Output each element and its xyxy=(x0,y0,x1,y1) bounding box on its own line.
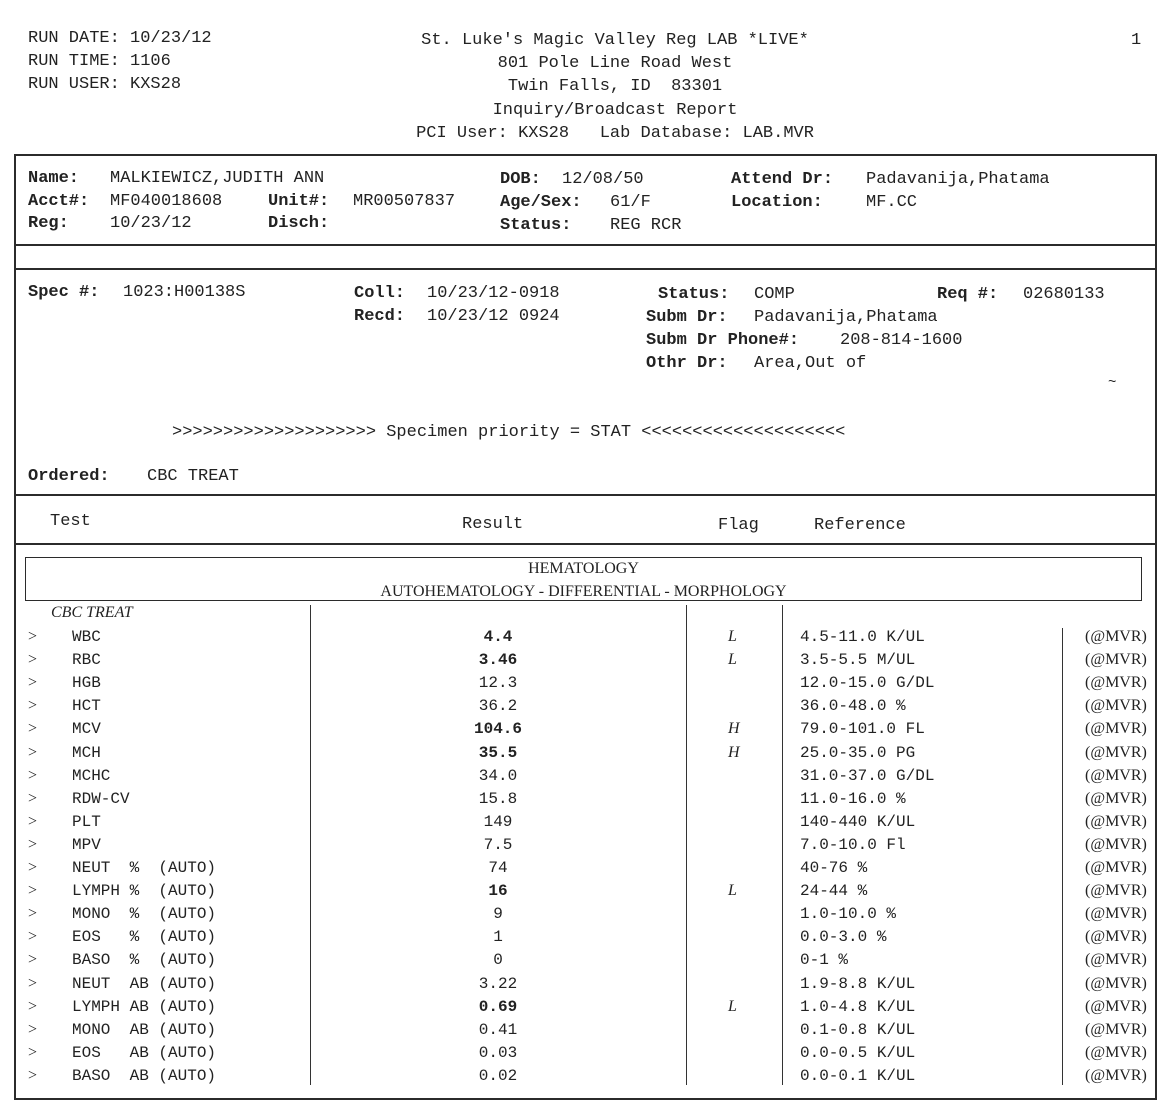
location-label: Location: xyxy=(731,193,823,212)
flag-value: L xyxy=(728,997,737,1015)
result-value: 3.22 xyxy=(478,974,518,993)
site-code: (@MVR) xyxy=(1085,674,1147,692)
name-label: Name: xyxy=(28,169,80,188)
result-value: 149 xyxy=(483,812,513,831)
test-name: NEUT % (AUTO) xyxy=(72,859,217,877)
reg-label: Reg: xyxy=(28,214,69,233)
row-marker: > xyxy=(28,628,38,645)
run-user: RUN USER: KXS28 xyxy=(28,75,182,94)
result-value: 1 xyxy=(493,928,503,947)
table-row xyxy=(0,998,1171,1021)
result-value: 7.5 xyxy=(483,835,513,854)
subm-doctor: Padavanija,Phatama xyxy=(754,308,938,327)
table-row xyxy=(0,951,1171,974)
table-row xyxy=(0,1021,1171,1044)
result-value: 104.6 xyxy=(473,720,522,739)
reference-range: 24-44 % xyxy=(800,882,868,901)
reference-range: 79.0-101.0 FL xyxy=(800,720,925,739)
col-result: Result xyxy=(462,515,524,534)
reference-range: 25.0-35.0 PG xyxy=(800,743,916,762)
result-value: 0.03 xyxy=(478,1043,518,1062)
row-marker: > xyxy=(28,1020,38,1038)
row-marker: > xyxy=(28,766,38,784)
table-row xyxy=(0,651,1171,674)
test-name: LYMPH AB (AUTO) xyxy=(72,997,217,1016)
agesex-value: 61/F xyxy=(610,193,651,212)
acct-number: MF040018608 xyxy=(110,192,223,211)
attend-label: Attend Dr: xyxy=(731,170,834,189)
spec-status-label: Status: xyxy=(658,285,730,304)
pci-user-line: PCI User: KXS28 Lab Database: LAB.MVR xyxy=(416,124,814,143)
site-code: (@MVR) xyxy=(1085,882,1147,900)
site-code: (@MVR) xyxy=(1085,628,1147,645)
result-value: 16 xyxy=(488,882,508,901)
table-row xyxy=(0,928,1171,951)
site-code: (@MVR) xyxy=(1085,766,1147,784)
table-row xyxy=(0,1044,1171,1067)
test-name: EOS % (AUTO) xyxy=(72,928,217,947)
othr-label: Othr Dr: xyxy=(646,354,728,373)
site-code: (@MVR) xyxy=(1085,928,1147,946)
result-value: 35.5 xyxy=(478,743,518,762)
table-row xyxy=(0,674,1171,697)
test-name: BASO AB (AUTO) xyxy=(72,1066,217,1085)
reference-range: 140-440 K/UL xyxy=(800,812,916,831)
test-name: EOS AB (AUTO) xyxy=(72,1043,217,1062)
row-marker: > xyxy=(28,812,38,830)
unit-number: MR00507837 xyxy=(353,192,456,211)
flag-value: H xyxy=(728,720,740,738)
site-code: (@MVR) xyxy=(1085,651,1147,669)
coll-label: Coll: xyxy=(354,284,406,303)
table-row xyxy=(0,744,1171,767)
site-code: (@MVR) xyxy=(1085,812,1147,830)
site-code: (@MVR) xyxy=(1085,997,1147,1015)
result-value: 0.69 xyxy=(478,997,518,1016)
test-name: HGB xyxy=(72,674,101,693)
disch-label: Disch: xyxy=(268,214,330,233)
dob-label: DOB: xyxy=(500,170,541,189)
site-code: (@MVR) xyxy=(1085,743,1147,761)
recd-label: Recd: xyxy=(354,307,406,326)
test-name: MCH xyxy=(72,743,101,762)
row-marker: > xyxy=(28,997,38,1015)
reference-range: 0.0-3.0 % xyxy=(800,928,887,947)
result-value: 0.41 xyxy=(478,1020,518,1039)
table-row xyxy=(0,790,1171,813)
flag-value: L xyxy=(728,628,737,645)
test-name: HCT xyxy=(72,697,101,716)
result-value: 15.8 xyxy=(478,789,518,808)
site-code: (@MVR) xyxy=(1085,789,1147,807)
reference-range: 0-1 % xyxy=(800,951,849,970)
test-name: MONO AB (AUTO) xyxy=(72,1020,217,1039)
reference-range: 0.1-0.8 K/UL xyxy=(800,1020,916,1039)
patient-name: MALKIEWICZ,JUDITH ANN xyxy=(110,169,325,188)
table-row xyxy=(0,905,1171,928)
reg-date: 10/23/12 xyxy=(110,214,192,233)
site-code: (@MVR) xyxy=(1085,1043,1147,1061)
run-time: RUN TIME: 1106 xyxy=(28,52,171,71)
table-row xyxy=(0,836,1171,859)
patient-status-label: Status: xyxy=(500,216,572,235)
divider xyxy=(14,494,1157,496)
table-row xyxy=(0,628,1171,651)
result-value: 34.0 xyxy=(478,766,518,785)
result-value: 4.4 xyxy=(483,628,513,646)
row-marker: > xyxy=(28,882,38,900)
lab-name: St. Luke's Magic Valley Reg LAB *LIVE* xyxy=(421,31,809,50)
req-label: Req #: xyxy=(937,285,999,304)
site-code: (@MVR) xyxy=(1085,697,1147,715)
reference-range: 1.9-8.8 K/UL xyxy=(800,974,916,993)
row-marker: > xyxy=(28,743,38,761)
run-date: RUN DATE: 10/23/12 xyxy=(28,29,212,48)
row-marker: > xyxy=(28,1066,38,1084)
row-marker: > xyxy=(28,835,38,853)
table-row xyxy=(0,859,1171,882)
result-value: 9 xyxy=(493,905,503,924)
test-name: RDW-CV xyxy=(72,789,130,808)
coll-value: 10/23/12-0918 xyxy=(427,284,560,303)
spec-number: 1023:H00138S xyxy=(123,283,246,302)
location-value: MF.CC xyxy=(866,193,918,212)
row-marker: > xyxy=(28,1043,38,1061)
site-code: (@MVR) xyxy=(1085,859,1147,876)
tilde-mark: ~ xyxy=(1108,375,1117,391)
row-marker: > xyxy=(28,651,38,669)
divider xyxy=(14,543,1157,545)
phone-value: 208-814-1600 xyxy=(840,331,963,350)
row-marker: > xyxy=(28,928,38,946)
dob-value: 12/08/50 xyxy=(562,170,644,189)
test-name: LYMPH % (AUTO) xyxy=(72,882,217,901)
reference-range: 3.5-5.5 M/UL xyxy=(800,651,916,670)
test-name: MPV xyxy=(72,835,101,854)
flag-value: H xyxy=(728,743,740,761)
group-label: CBC TREAT xyxy=(51,604,133,621)
reference-range: 31.0-37.0 G/DL xyxy=(800,766,935,785)
reference-range: 40-76 % xyxy=(800,859,868,877)
ordered-value: CBC TREAT xyxy=(147,467,239,486)
table-row xyxy=(0,882,1171,905)
lab-address: 801 Pole Line Road West xyxy=(497,54,733,73)
row-marker: > xyxy=(28,951,38,969)
table-row xyxy=(0,1067,1171,1090)
reference-range: 0.0-0.5 K/UL xyxy=(800,1043,916,1062)
result-value: 74 xyxy=(488,859,508,877)
test-name: NEUT AB (AUTO) xyxy=(72,974,217,993)
unit-label: Unit#: xyxy=(268,192,330,211)
ordered-label: Ordered: xyxy=(28,467,110,486)
section-subtitle: AUTOHEMATOLOGY - DIFFERENTIAL - MORPHOLOGY xyxy=(380,583,787,600)
site-code: (@MVR) xyxy=(1085,974,1147,992)
reference-range: 36.0-48.0 % xyxy=(800,697,906,716)
row-marker: > xyxy=(28,859,38,876)
attend-doctor: Padavanija,Phatama xyxy=(866,170,1050,189)
row-marker: > xyxy=(28,789,38,807)
reference-range: 12.0-15.0 G/DL xyxy=(800,674,935,693)
table-row xyxy=(0,767,1171,790)
test-name: BASO % (AUTO) xyxy=(72,951,217,970)
row-marker: > xyxy=(28,974,38,992)
test-name: MCHC xyxy=(72,766,111,785)
test-name: WBC xyxy=(72,628,101,646)
row-marker: > xyxy=(28,720,38,738)
divider xyxy=(14,244,1157,246)
site-code: (@MVR) xyxy=(1085,951,1147,969)
reference-range: 4.5-11.0 K/UL xyxy=(800,628,925,646)
test-name: RBC xyxy=(72,651,101,670)
reference-range: 1.0-4.8 K/UL xyxy=(800,997,916,1016)
req-number: 02680133 xyxy=(1023,285,1105,304)
reference-range: 1.0-10.0 % xyxy=(800,905,897,924)
section-title: HEMATOLOGY xyxy=(528,560,639,577)
site-code: (@MVR) xyxy=(1085,1066,1147,1084)
reference-range: 11.0-16.0 % xyxy=(800,789,906,808)
subm-label: Subm Dr: xyxy=(646,308,728,327)
row-marker: > xyxy=(28,905,38,923)
spec-label: Spec #: xyxy=(28,283,100,302)
col-flag: Flag xyxy=(718,516,759,535)
result-value: 0.02 xyxy=(478,1066,518,1085)
row-marker: > xyxy=(28,697,38,715)
table-row xyxy=(0,813,1171,836)
reference-range: 0.0-0.1 K/UL xyxy=(800,1066,916,1085)
site-code: (@MVR) xyxy=(1085,835,1147,853)
result-value: 0 xyxy=(493,951,503,970)
agesex-label: Age/Sex: xyxy=(500,193,582,212)
result-value: 3.46 xyxy=(478,651,518,670)
test-name: MCV xyxy=(72,720,101,739)
divider xyxy=(14,268,1157,270)
flag-value: L xyxy=(728,651,737,669)
table-row xyxy=(0,720,1171,743)
page-number: 1 xyxy=(1131,31,1142,50)
test-name: MONO % (AUTO) xyxy=(72,905,217,924)
flag-value: L xyxy=(728,882,737,900)
recd-value: 10/23/12 0924 xyxy=(427,307,560,326)
row-marker: > xyxy=(28,674,38,692)
acct-label: Acct#: xyxy=(28,192,90,211)
spec-status-value: COMP xyxy=(754,285,795,304)
priority-line: >>>>>>>>>>>>>>>>>>>> Specimen priority = STAT <<<<<<<<<<<<<<<<<<<< xyxy=(172,423,846,442)
site-code: (@MVR) xyxy=(1085,1020,1147,1038)
site-code: (@MVR) xyxy=(1085,905,1147,923)
result-value: 36.2 xyxy=(478,697,518,716)
phone-label: Subm Dr Phone#: xyxy=(646,331,800,350)
test-name: PLT xyxy=(72,812,101,831)
col-reference: Reference xyxy=(814,516,906,535)
result-value: 12.3 xyxy=(478,674,518,693)
patient-status-value: REG RCR xyxy=(610,216,682,235)
lab-city: Twin Falls, ID 83301 xyxy=(507,77,723,96)
reference-range: 7.0-10.0 Fl xyxy=(800,835,906,854)
report-title: Inquiry/Broadcast Report xyxy=(492,101,738,120)
col-test: Test xyxy=(50,512,91,531)
table-row xyxy=(0,975,1171,998)
site-code: (@MVR) xyxy=(1085,720,1147,738)
othr-doctor: Area,Out of xyxy=(754,354,867,373)
table-row xyxy=(0,697,1171,720)
